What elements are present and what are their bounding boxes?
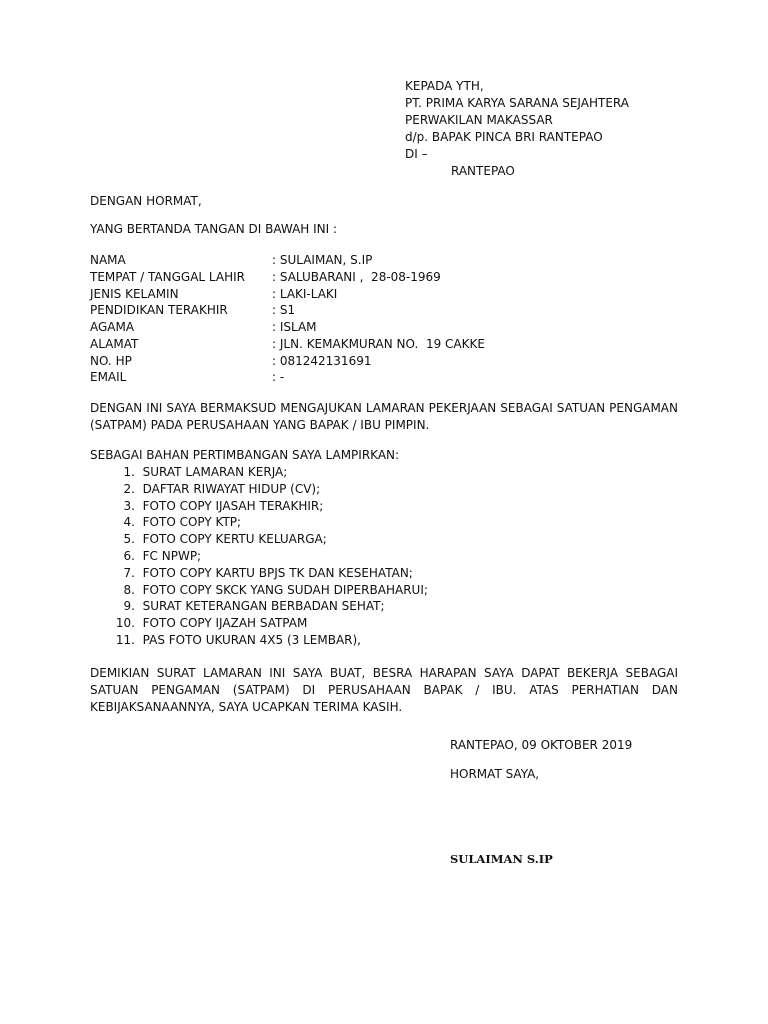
detail-value: : S1 [272,303,296,318]
detail-label: TEMPAT / TANGGAL LAHIR [90,269,245,284]
closing-paragraph: DEMIKIAN SURAT LAMARAN INI SAYA BUAT, BESRA HARAPAN SAYA DAPAT BEKERJA SEBAGAI SATUAN PENGAMAN (SATPAM) DI PERUSAHAAN BAPAK / IBU. ATAS PERHATIAN DAN KEBIJAKSANAANNYA, SAYA UCAPKAN TERIMA KASIH. [90,666,678,714]
list-number: 2. [123,481,135,496]
recipient-company: PT. PRIMA KARYA SARANA SEJAHTERA [405,96,629,110]
closing-regards: HORMAT SAYA, [450,767,540,781]
detail-row [90,369,485,386]
list-text: SURAT LAMARAN KERJA; [142,465,288,479]
recipient-di: DI – [405,147,428,161]
detail-value: : ISLAM [272,320,317,334]
detail-row [90,353,485,370]
list-number: 9. [123,599,135,614]
list-item [110,514,428,531]
list-text: FOTO COPY SKCK YANG SUDAH DIPERBAHARUI; [142,582,428,597]
detail-row [90,286,485,303]
salutation: DENGAN HORMAT, [90,194,202,208]
intro-line: YANG BERTANDA TANGAN DI BAWAH INI : [90,222,338,236]
list-item [110,548,428,565]
detail-value: : LAKI-LAKI [272,286,338,301]
detail-value: : JLN. KEMAKMURAN NO. 19 CAKKE [272,336,485,351]
list-number: 6. [123,548,135,563]
detail-row [90,269,485,286]
list-number: 8. [123,582,135,597]
list-number: 5. [123,532,135,547]
recipient-line: KEPADA YTH, [405,79,484,93]
detail-value: : 081242131691 [272,353,372,368]
list-text: FOTO COPY KARTU BPJS TK DAN KESEHATAN; [142,565,413,580]
list-text: FC NPWP; [142,548,202,563]
list-number: 11. [115,632,135,647]
list-text: FOTO COPY IJASAH TERAKHIR; [142,498,324,513]
attachments-title: SEBAGAI BAHAN PERTIMBANGAN SAYA LAMPIRKAN: [90,448,400,462]
detail-label: PENDIDIKAN TERAKHIR [90,303,228,318]
list-number: 10. [115,616,135,631]
list-item [110,464,428,481]
list-item [110,565,428,582]
detail-label: EMAIL [90,370,127,385]
list-item [110,531,428,548]
list-text: FOTO COPY KERTU KELUARGA; [142,532,327,547]
list-text: FOTO COPY IJAZAH SATPAM [142,616,308,631]
detail-label: JENIS KELAMIN [90,286,179,301]
list-text: DAFTAR RIWAYAT HIDUP (CV); [142,481,321,496]
attachments-list [110,464,428,649]
recipient-attention: d/p. BAPAK PINCA BRI RANTEPAO [405,130,603,144]
applicant-details [90,252,485,386]
list-item [110,615,428,632]
detail-label: ALAMAT [90,336,139,351]
list-text: FOTO COPY KTP; [142,515,242,530]
list-item [110,598,428,615]
detail-label: NO. HP [90,353,132,368]
detail-row [90,302,485,319]
detail-row [90,319,485,336]
detail-label: AGAMA [90,320,135,334]
list-item [110,632,428,649]
list-item [110,582,428,599]
list-item [110,498,428,515]
list-number: 7. [123,565,135,580]
recipient-address [405,78,629,180]
recipient-city: RANTEPAO [451,164,515,178]
detail-row [90,252,485,269]
detail-value: : SALUBARANI , 28-08-1969 [272,269,441,284]
application-paragraph: DENGAN INI SAYA BERMAKSUD MENGAJUKAN LAMARAN PEKERJAAN SEBAGAI SATUAN PENGAMAN (SATPAM) PADA PERUSAHAAN YANG BAPAK / IBU PIMPIN. [90,401,678,432]
list-item [110,481,428,498]
list-text: PAS FOTO UKURAN 4X5 (3 LEMBAR), [142,632,361,647]
place-date: RANTEPAO, 09 OKTOBER 2019 [450,738,633,752]
list-number: 3. [123,498,135,513]
list-text: SURAT KETERANGAN BERBADAN SEHAT; [142,599,385,614]
detail-value: : - [272,370,285,385]
recipient-branch: PERWAKILAN MAKASSAR [405,113,553,127]
detail-value: : SULAIMAN, S.IP [272,253,373,267]
list-number: 1. [123,465,135,479]
list-number: 4. [123,515,135,530]
signature-name: SULAIMAN S.IP [450,852,553,866]
detail-row [90,336,485,353]
detail-label: NAMA [90,253,126,267]
